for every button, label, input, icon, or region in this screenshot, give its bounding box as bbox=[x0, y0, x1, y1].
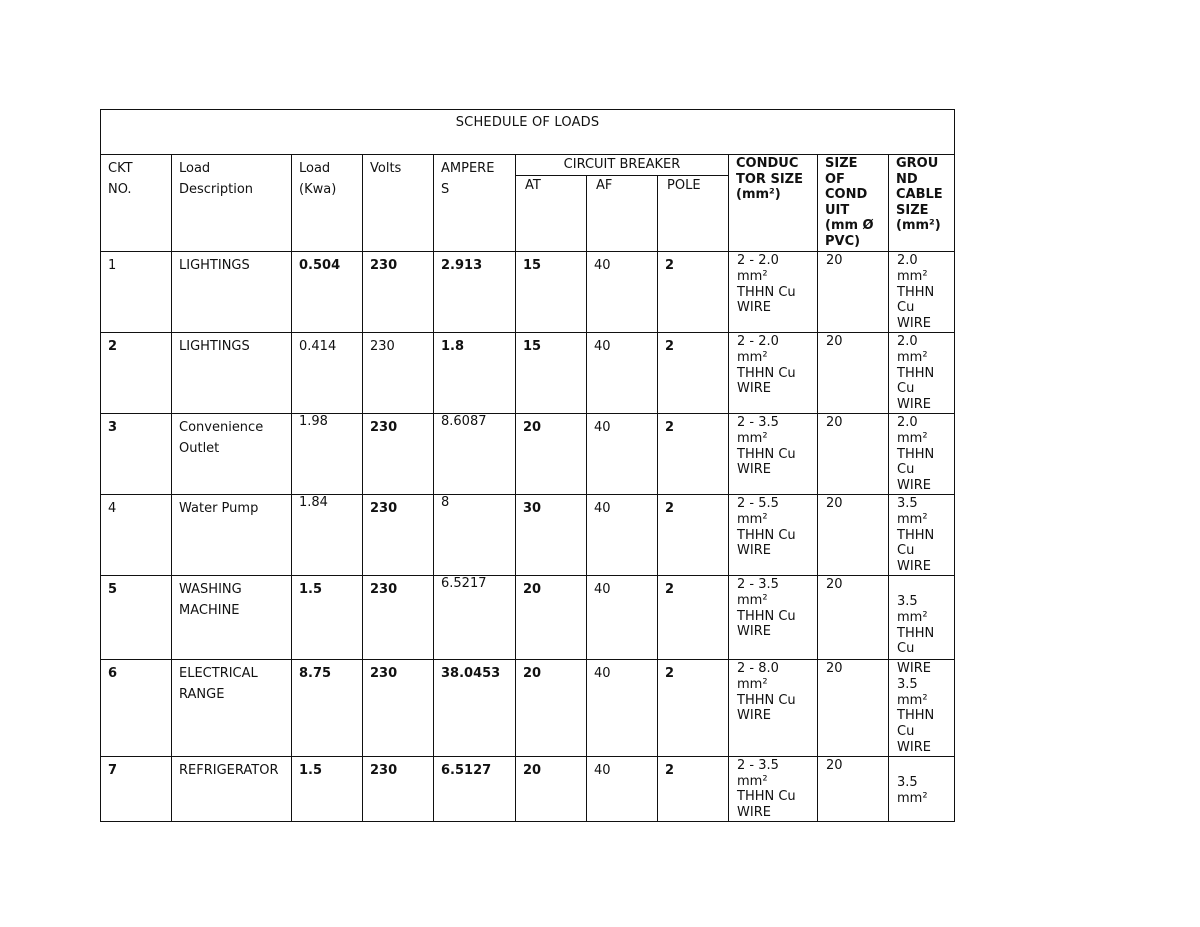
table-title: SCHEDULE OF LOADS bbox=[455, 115, 600, 130]
cell-volts: 230 bbox=[363, 575, 434, 659]
cell-pole: 2 bbox=[658, 494, 729, 575]
header-circuit-breaker: CIRCUIT BREAKER bbox=[516, 155, 729, 176]
cell-conduit: 20 bbox=[818, 756, 889, 821]
cell-volts: 230 bbox=[363, 252, 434, 333]
header-volts: Volts bbox=[363, 155, 434, 252]
table-row bbox=[101, 252, 955, 333]
cell-conductor: 2 - 3.5 mm² THHN Cu WIRE bbox=[729, 756, 818, 821]
cell-pole: 2 bbox=[658, 659, 729, 756]
cell-af: 40 bbox=[587, 413, 658, 494]
cell-conduit: 20 bbox=[818, 575, 889, 659]
cell-ckt: 1 bbox=[101, 252, 172, 333]
cell-ampere: 8 bbox=[434, 494, 516, 575]
cell-at: 30 bbox=[516, 494, 587, 575]
cell-volts: 230 bbox=[363, 413, 434, 494]
cell-ckt: 4 bbox=[101, 494, 172, 575]
cell-load: 1.98 bbox=[292, 413, 363, 494]
cell-conduit: 20 bbox=[818, 252, 889, 333]
cell-load: 1.5 bbox=[292, 756, 363, 821]
table-row bbox=[101, 575, 955, 659]
cell-ground: 3.5 mm² THHN Cu bbox=[889, 575, 955, 659]
cell-af: 40 bbox=[587, 494, 658, 575]
cell-af: 40 bbox=[587, 659, 658, 756]
cell-conductor: 2 - 3.5 mm² THHN Cu WIRE bbox=[729, 575, 818, 659]
cell-conduit: 20 bbox=[818, 659, 889, 756]
header-ground-cable-size: GROU ND CABLE SIZE (mm²) bbox=[889, 155, 955, 252]
cell-conduit: 20 bbox=[818, 494, 889, 575]
cell-pole: 2 bbox=[658, 252, 729, 333]
cell-load: 1.5 bbox=[292, 575, 363, 659]
cell-at: 20 bbox=[516, 756, 587, 821]
cell-at: 20 bbox=[516, 413, 587, 494]
table-row bbox=[101, 332, 955, 413]
table-title-cell bbox=[101, 110, 955, 155]
cell-af: 40 bbox=[587, 756, 658, 821]
cell-af: 40 bbox=[587, 332, 658, 413]
cell-af: 40 bbox=[587, 252, 658, 333]
cell-ground: 2.0 mm² THHN Cu WIRE bbox=[889, 332, 955, 413]
cell-load: 0.414 bbox=[292, 332, 363, 413]
cell-volts: 230 bbox=[363, 659, 434, 756]
header-load: Load (Kwa) bbox=[292, 155, 363, 252]
cell-ground: 2.0 mm² THHN Cu WIRE bbox=[889, 252, 955, 333]
cell-desc: REFRIGERATOR bbox=[172, 756, 292, 821]
cell-conduit: 20 bbox=[818, 332, 889, 413]
cell-ampere: 38.0453 bbox=[434, 659, 516, 756]
table-row bbox=[101, 756, 955, 821]
cell-ampere: 1.8 bbox=[434, 332, 516, 413]
cell-volts: 230 bbox=[363, 494, 434, 575]
cell-ckt: 2 bbox=[101, 332, 172, 413]
cell-pole: 2 bbox=[658, 575, 729, 659]
cell-load: 0.504 bbox=[292, 252, 363, 333]
cell-load: 1.84 bbox=[292, 494, 363, 575]
cell-load: 8.75 bbox=[292, 659, 363, 756]
cell-at: 20 bbox=[516, 575, 587, 659]
header-at: AT bbox=[516, 176, 587, 252]
cell-ampere: 8.6087 bbox=[434, 413, 516, 494]
cell-ground: WIRE 3.5 mm² THHN Cu WIRE bbox=[889, 659, 955, 756]
cell-at: 15 bbox=[516, 332, 587, 413]
cell-ground: 3.5 mm² bbox=[889, 756, 955, 821]
cell-pole: 2 bbox=[658, 756, 729, 821]
cell-ckt: 3 bbox=[101, 413, 172, 494]
cell-desc: LIGHTINGS bbox=[172, 332, 292, 413]
table-row bbox=[101, 659, 955, 756]
cell-conductor: 2 - 3.5 mm² THHN Cu WIRE bbox=[729, 413, 818, 494]
cell-pole: 2 bbox=[658, 413, 729, 494]
cell-ckt: 5 bbox=[101, 575, 172, 659]
cell-af: 40 bbox=[587, 575, 658, 659]
header-pole: POLE bbox=[658, 176, 729, 252]
header-description: Load Description bbox=[172, 155, 292, 252]
header-conductor-size: CONDUC TOR SIZE (mm²) bbox=[729, 155, 818, 252]
cell-desc: Water Pump bbox=[172, 494, 292, 575]
cell-desc: WASHING MACHINE bbox=[172, 575, 292, 659]
header-ckt: CKT NO. bbox=[101, 155, 172, 252]
cell-conductor: 2 - 5.5 mm² THHN Cu WIRE bbox=[729, 494, 818, 575]
cell-volts: 230 bbox=[363, 332, 434, 413]
cell-at: 20 bbox=[516, 659, 587, 756]
cell-ampere: 6.5217 bbox=[434, 575, 516, 659]
cell-ampere: 6.5127 bbox=[434, 756, 516, 821]
table-row bbox=[101, 494, 955, 575]
header-af: AF bbox=[587, 176, 658, 252]
cell-desc: LIGHTINGS bbox=[172, 252, 292, 333]
cell-ckt: 6 bbox=[101, 659, 172, 756]
cell-conductor: 2 - 8.0 mm² THHN Cu WIRE bbox=[729, 659, 818, 756]
cell-pole: 2 bbox=[658, 332, 729, 413]
header-conduit-size: SIZE OF COND UIT (mm Ø PVC) bbox=[818, 155, 889, 252]
cell-ground: 2.0 mm² THHN Cu WIRE bbox=[889, 413, 955, 494]
cell-ckt: 7 bbox=[101, 756, 172, 821]
cell-at: 15 bbox=[516, 252, 587, 333]
cell-conductor: 2 - 2.0 mm² THHN Cu WIRE bbox=[729, 332, 818, 413]
cell-conductor: 2 - 2.0 mm² THHN Cu WIRE bbox=[729, 252, 818, 333]
cell-volts: 230 bbox=[363, 756, 434, 821]
cell-ground: 3.5 mm² THHN Cu WIRE bbox=[889, 494, 955, 575]
header-ampere: AMPERE S bbox=[434, 155, 516, 252]
cell-ampere: 2.913 bbox=[434, 252, 516, 333]
cell-desc: ELECTRICAL RANGE bbox=[172, 659, 292, 756]
cell-conduit: 20 bbox=[818, 413, 889, 494]
table-row bbox=[101, 413, 955, 494]
cell-desc: Convenience Outlet bbox=[172, 413, 292, 494]
schedule-of-loads-table bbox=[100, 109, 955, 822]
